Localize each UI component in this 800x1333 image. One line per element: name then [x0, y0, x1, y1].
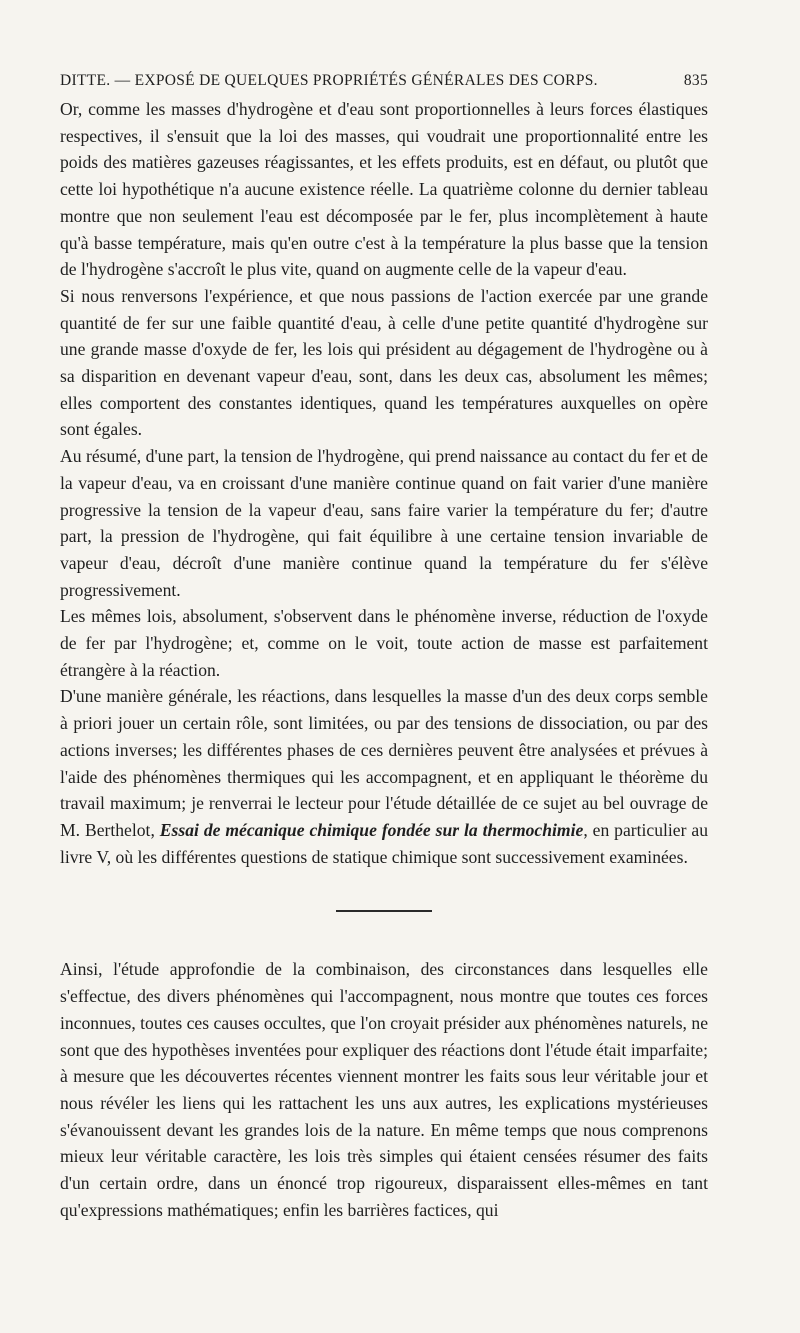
closing-paragraph: Ainsi, l'étude approfondie de la combinaison, des circonstances dans lesquelles elle s'effectue, des divers phénomènes qui l'accompagnent, nous montre que toutes ces forces inconnues, toutes ces causes occultes, que l'on croyait présider aux phénomènes naturels, ne sont que des hypothèses inventées pour expliquer des réactions dont l'étude était imparfaite; à mesure que les découvertes récentes viennent montrer les faits sous leur véritable jour et nous révéler les liens qui les rattachent les uns aux autres, les explications mystérieuses s'évanouissent devant les grandes lois de la nature. En même temps que nous comprenons mieux leur véritable caractère, les lois très simples qui étaient censées résumer des faits d'un certain ordre, dans un énoncé trop rigoureux, disparaissent elles-mêmes en tant qu'expressions mathématiques; enfin les barrières factices, qui [60, 959, 708, 1220]
page-number: 835 [683, 72, 708, 89]
paragraph-5 [60, 683, 708, 870]
paragraph-1: Or, comme les masses d'hydrogène et d'eau sont proportionnelles à leurs forces élastiques respectives, il s'ensuit que la loi des masses, qui voudrait une proportionnalité entre les poids des matières gazeuses réagissantes, et les effets produits, est en défaut, ou plutôt que cette loi hypothétique n'a aucune existence réelle. La quatrième colonne du dernier tableau montre que non seulement l'eau est décomposée par le fer, plus incomplètement à haute qu'à basse température, mais qu'en outre c'est à la température la plus basse que la tension de l'hydrogène s'accroît le plus vite, quand on augmente celle de la vapeur d'eau. [60, 99, 708, 280]
paragraph-4: Les mêmes lois, absolument, s'observent dans le phénomène inverse, réduction de l'oxyde de fer par l'hydrogène; et, comme on le voit, toute action de masse est parfaitement étrangère à la réaction. [60, 606, 708, 680]
paragraph-3: Au résumé, d'une part, la tension de l'hydrogène, qui prend naissance au contact du fer et de la vapeur d'eau, va en croissant d'une manière continue quand on fait varier d'une manière progressive la tension de la vapeur d'eau, sans faire varier la température du fer; d'autre part, la pression de l'hydrogène, qui fait équilibre à une certaine tension invariable de vapeur d'eau, décroît d'une manière continue quand la température du fer s'élève progressivement. [60, 446, 708, 600]
main-text [60, 96, 708, 1223]
paragraph-5-before: D'une manière générale, les réactions, dans lesquelles la masse d'un des deux corps semble à priori jouer un certain rôle, sont limitées, ou par des tensions de dissociation, ou par des actions inverses; les différentes phases de ces dernières peuvent être analysées et prévues à l'aide des phénomènes thermiques qui les accompagnent, et en appliquant le théorème du travail maximum; je renverrai le lecteur pour l'étude détaillée de ce sujet au bel ouvrage de M. Berthelot, [60, 686, 708, 840]
paragraph-5-after: , en particulier au livre V, où les différentes questions de statique chimique sont successivement examinées. [60, 819, 708, 867]
book-title: Essai de mécanique chimique fondée sur la thermochimie [159, 819, 584, 840]
paragraph-2: Si nous renversons l'expérience, et que nous passions de l'action exercée par une grande quantité de fer sur une faible quantité d'eau, à celle d'une petite quantité d'hydrogène sur une grande masse d'oxyde de fer, les lois qui président au dégagement de l'hydrogène ou à sa disparition en devenant vapeur d'eau, sont, dans les deux cas, absolument les mêmes; elles comportent des constantes identiques, quand les températures auxquelles on opère sont égales. [60, 285, 708, 440]
running-header [60, 72, 708, 90]
running-title: DITTE. — EXPOSÉ DE QUELQUES PROPRIÉTÉS GÉNÉRALES DES CORPS. [60, 72, 598, 89]
section-divider [336, 910, 432, 912]
